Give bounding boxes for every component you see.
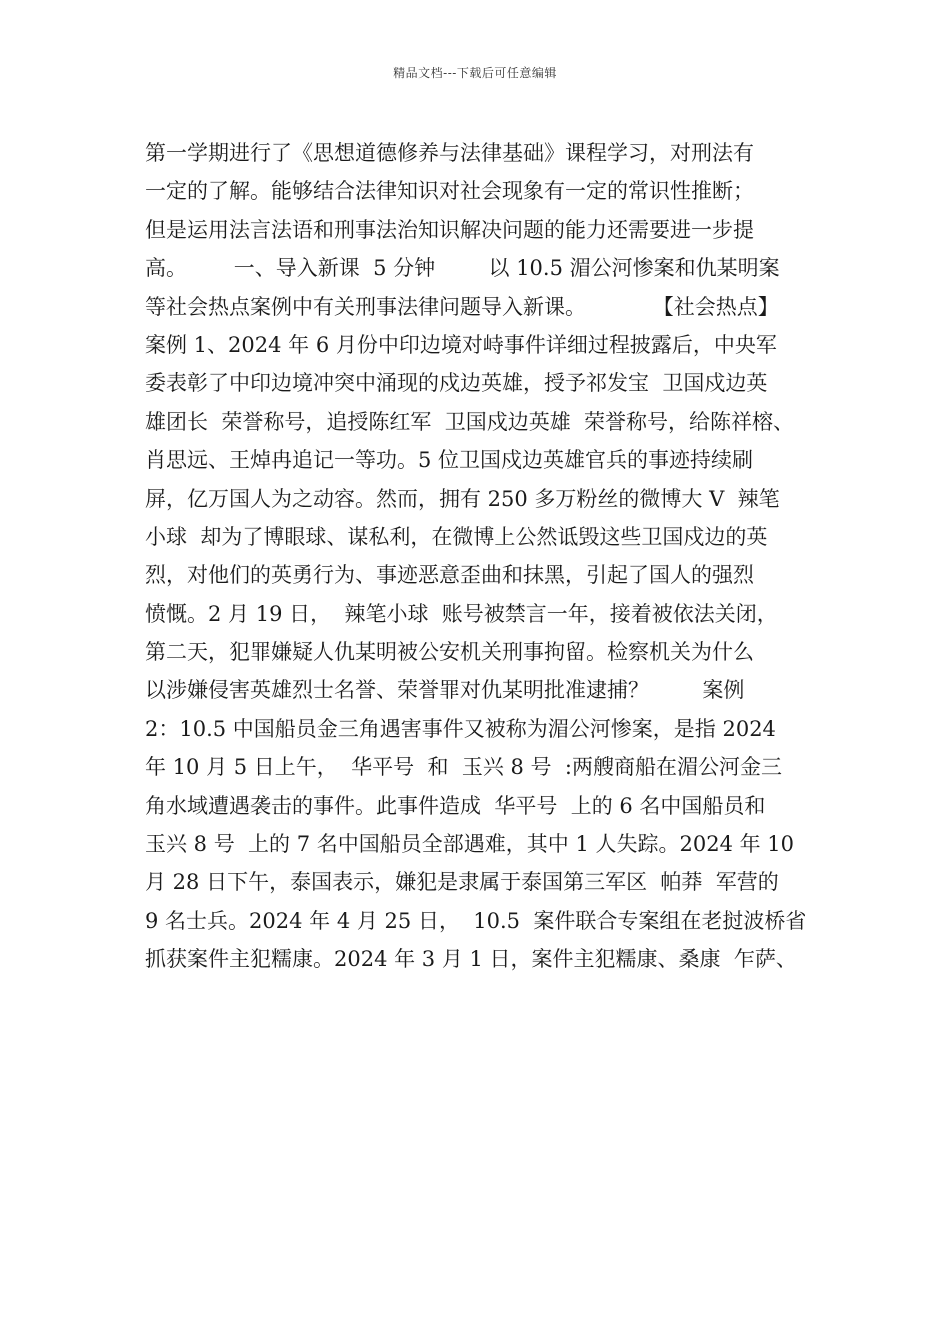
text-line: 等社会热点案例中有关刑事法律问题导入新课。 【社会热点】 [145, 294, 779, 319]
text-line: 角水域遭遇袭击的事件。此事件造成 华平号 上的 6 名中国船员和 [145, 793, 766, 818]
text-line: 2：10.5 中国船员金三角遇害事件又被称为湄公河惨案，是指 2024 [145, 716, 776, 741]
text-line: 抓获案件主犯糯康。2024 年 3 月 1 日，案件主犯糯康、桑康 乍萨、 [145, 947, 797, 972]
text-line: 但是运用法言法语和刑事法治知识解决问题的能力还需要进一步提 [145, 217, 754, 242]
text-line: 第二天，犯罪嫌疑人仇某明被公安机关刑事拘留。检察机关为什么 [145, 640, 754, 665]
text-line: 一定的了解。能够结合法律知识对社会现象有一定的常识性推断； [145, 179, 754, 204]
text-line: 雄团长 荣誉称号，追授陈红军 卫国戍边英雄 荣誉称号，给陈祥榕、 [145, 409, 795, 434]
text-line: 案例 1、2024 年 6 月份中印边境对峙事件详细过程披露后，中央军 [145, 332, 777, 357]
document-body [145, 134, 825, 979]
text-line: 9 名士兵。2024 年 4 月 25 日， 10.5 案件联合专案组在老挝波桥省 [145, 908, 807, 933]
text-line: 小球 却为了博眼球、谋私利，在微博上公然诋毁这些卫国戍边的英 [145, 524, 768, 549]
text-line: 月 28 日下午，泰国表示，嫌犯是隶属于泰国第三军区 帕莽 军营的 [145, 870, 779, 895]
text-line: 年 10 月 5 日上午， 华平号 和 玉兴 8 号 :两艘商船在湄公河金三 [145, 755, 782, 780]
text-line: 高。 一、导入新课 5 分钟 以 10.5 湄公河惨案和仇某明案 [145, 256, 780, 281]
text-line: 委表彰了中印边境冲突中涌现的戍边英雄，授予祁发宝 卫国戍边英 [145, 371, 768, 396]
text-line: 玉兴 8 号 上的 7 名中国船员全部遇难，其中 1 人失踪。2024 年 10 [145, 832, 794, 857]
page-header: 精品文档---下载后可任意编辑 [393, 66, 557, 80]
text-line: 以涉嫌侵害英雄烈士名誉、荣誉罪对仇某明批准逮捕？ 案例 [145, 678, 745, 703]
text-line: 第一学期进行了《思想道德修养与法律基础》课程学习，对刑法有 [145, 141, 754, 165]
text-line: 愤慨。2 月 19 日， 辣笔小球 账号被禁言一年，接着被依法关闭， [145, 601, 778, 626]
text-line: 屏，亿万国人为之动容。然而，拥有 250 多万粉丝的微博大 V 辣笔 [145, 486, 780, 511]
text-line: 烈，对他们的英勇行为、事迹恶意歪曲和抹黑，引起了国人的强烈 [145, 563, 754, 588]
text-line: 肖思远、王焯冉追记一等功。5 位卫国戍边英雄官兵的事迹持续刷 [145, 448, 754, 473]
